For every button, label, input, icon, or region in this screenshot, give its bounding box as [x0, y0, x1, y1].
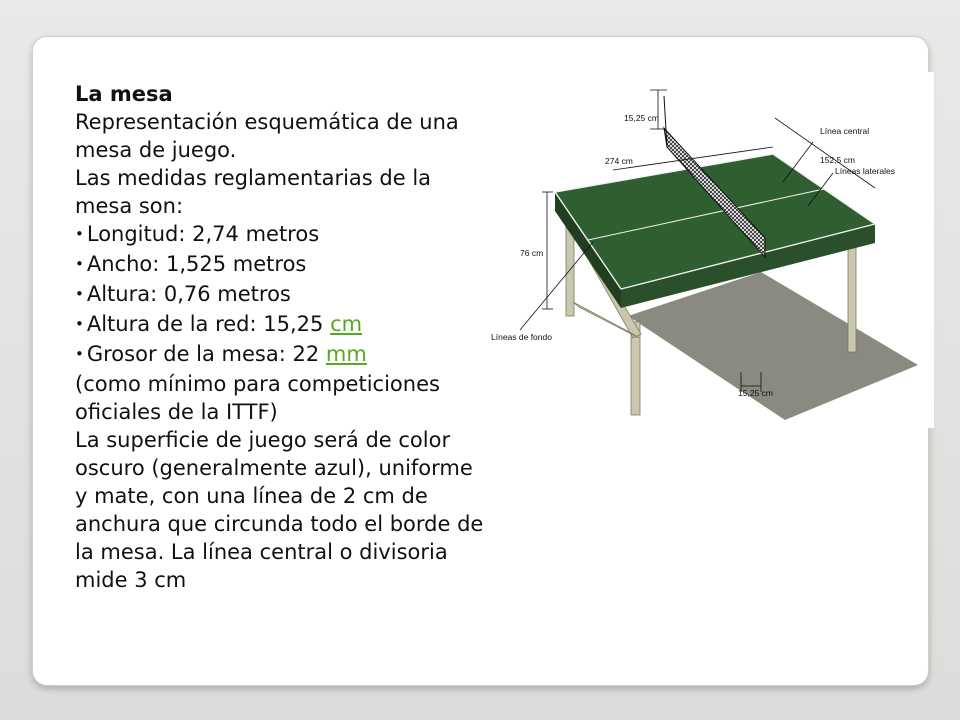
bullet-net-height: [75, 310, 485, 340]
text-block: [75, 80, 485, 594]
bullet-text: Longitud: 2,74 metros: [86, 222, 320, 246]
table-diagram: [483, 72, 934, 428]
cm-link[interactable]: cm: [330, 312, 363, 336]
bullet-length: [75, 220, 485, 250]
label-center-line: Línea central: [820, 126, 870, 136]
bullet-text: Ancho: 1,525 metros: [86, 252, 307, 276]
bullet-thickness: [75, 340, 485, 370]
table-diagram-svg: [483, 72, 934, 428]
label-side-lines: Líneas laterales: [835, 166, 896, 176]
label-end-lines: Líneas de fondo: [491, 332, 552, 342]
section-title: La mesa: [75, 82, 173, 106]
bullet-height: [75, 280, 485, 310]
label-table-height: 76 cm: [520, 248, 544, 258]
bullet-text: Altura: 0,76 metros: [86, 282, 291, 306]
bullet-text: Grosor de la mesa: 22: [86, 342, 326, 366]
label-width: 152,5 cm: [820, 155, 855, 165]
surface-text: La superficie de juego será de color oscuro (generalmente azul), uniforme y mate, con una línea de 2 cm de anchura que circunda todo el borde de la mesa. La línea central o divisoria mide 3 cm: [75, 428, 484, 592]
note-text: (como mínimo para competiciones oficiales de la ITTF): [75, 372, 440, 424]
bullet-text: Altura de la red: 15,25: [86, 312, 331, 336]
intro-text: Representación esquemática de una mesa de juego.: [75, 110, 459, 162]
bullet-width: [75, 250, 485, 280]
mm-link[interactable]: mm: [325, 342, 367, 366]
label-net-height: 15,25 cm: [624, 113, 659, 123]
label-net-overhang: 15,25 cm: [738, 388, 773, 398]
label-length: 274 cm: [605, 156, 633, 166]
measures-heading: Las medidas reglamentarias de la mesa son:: [75, 166, 432, 218]
